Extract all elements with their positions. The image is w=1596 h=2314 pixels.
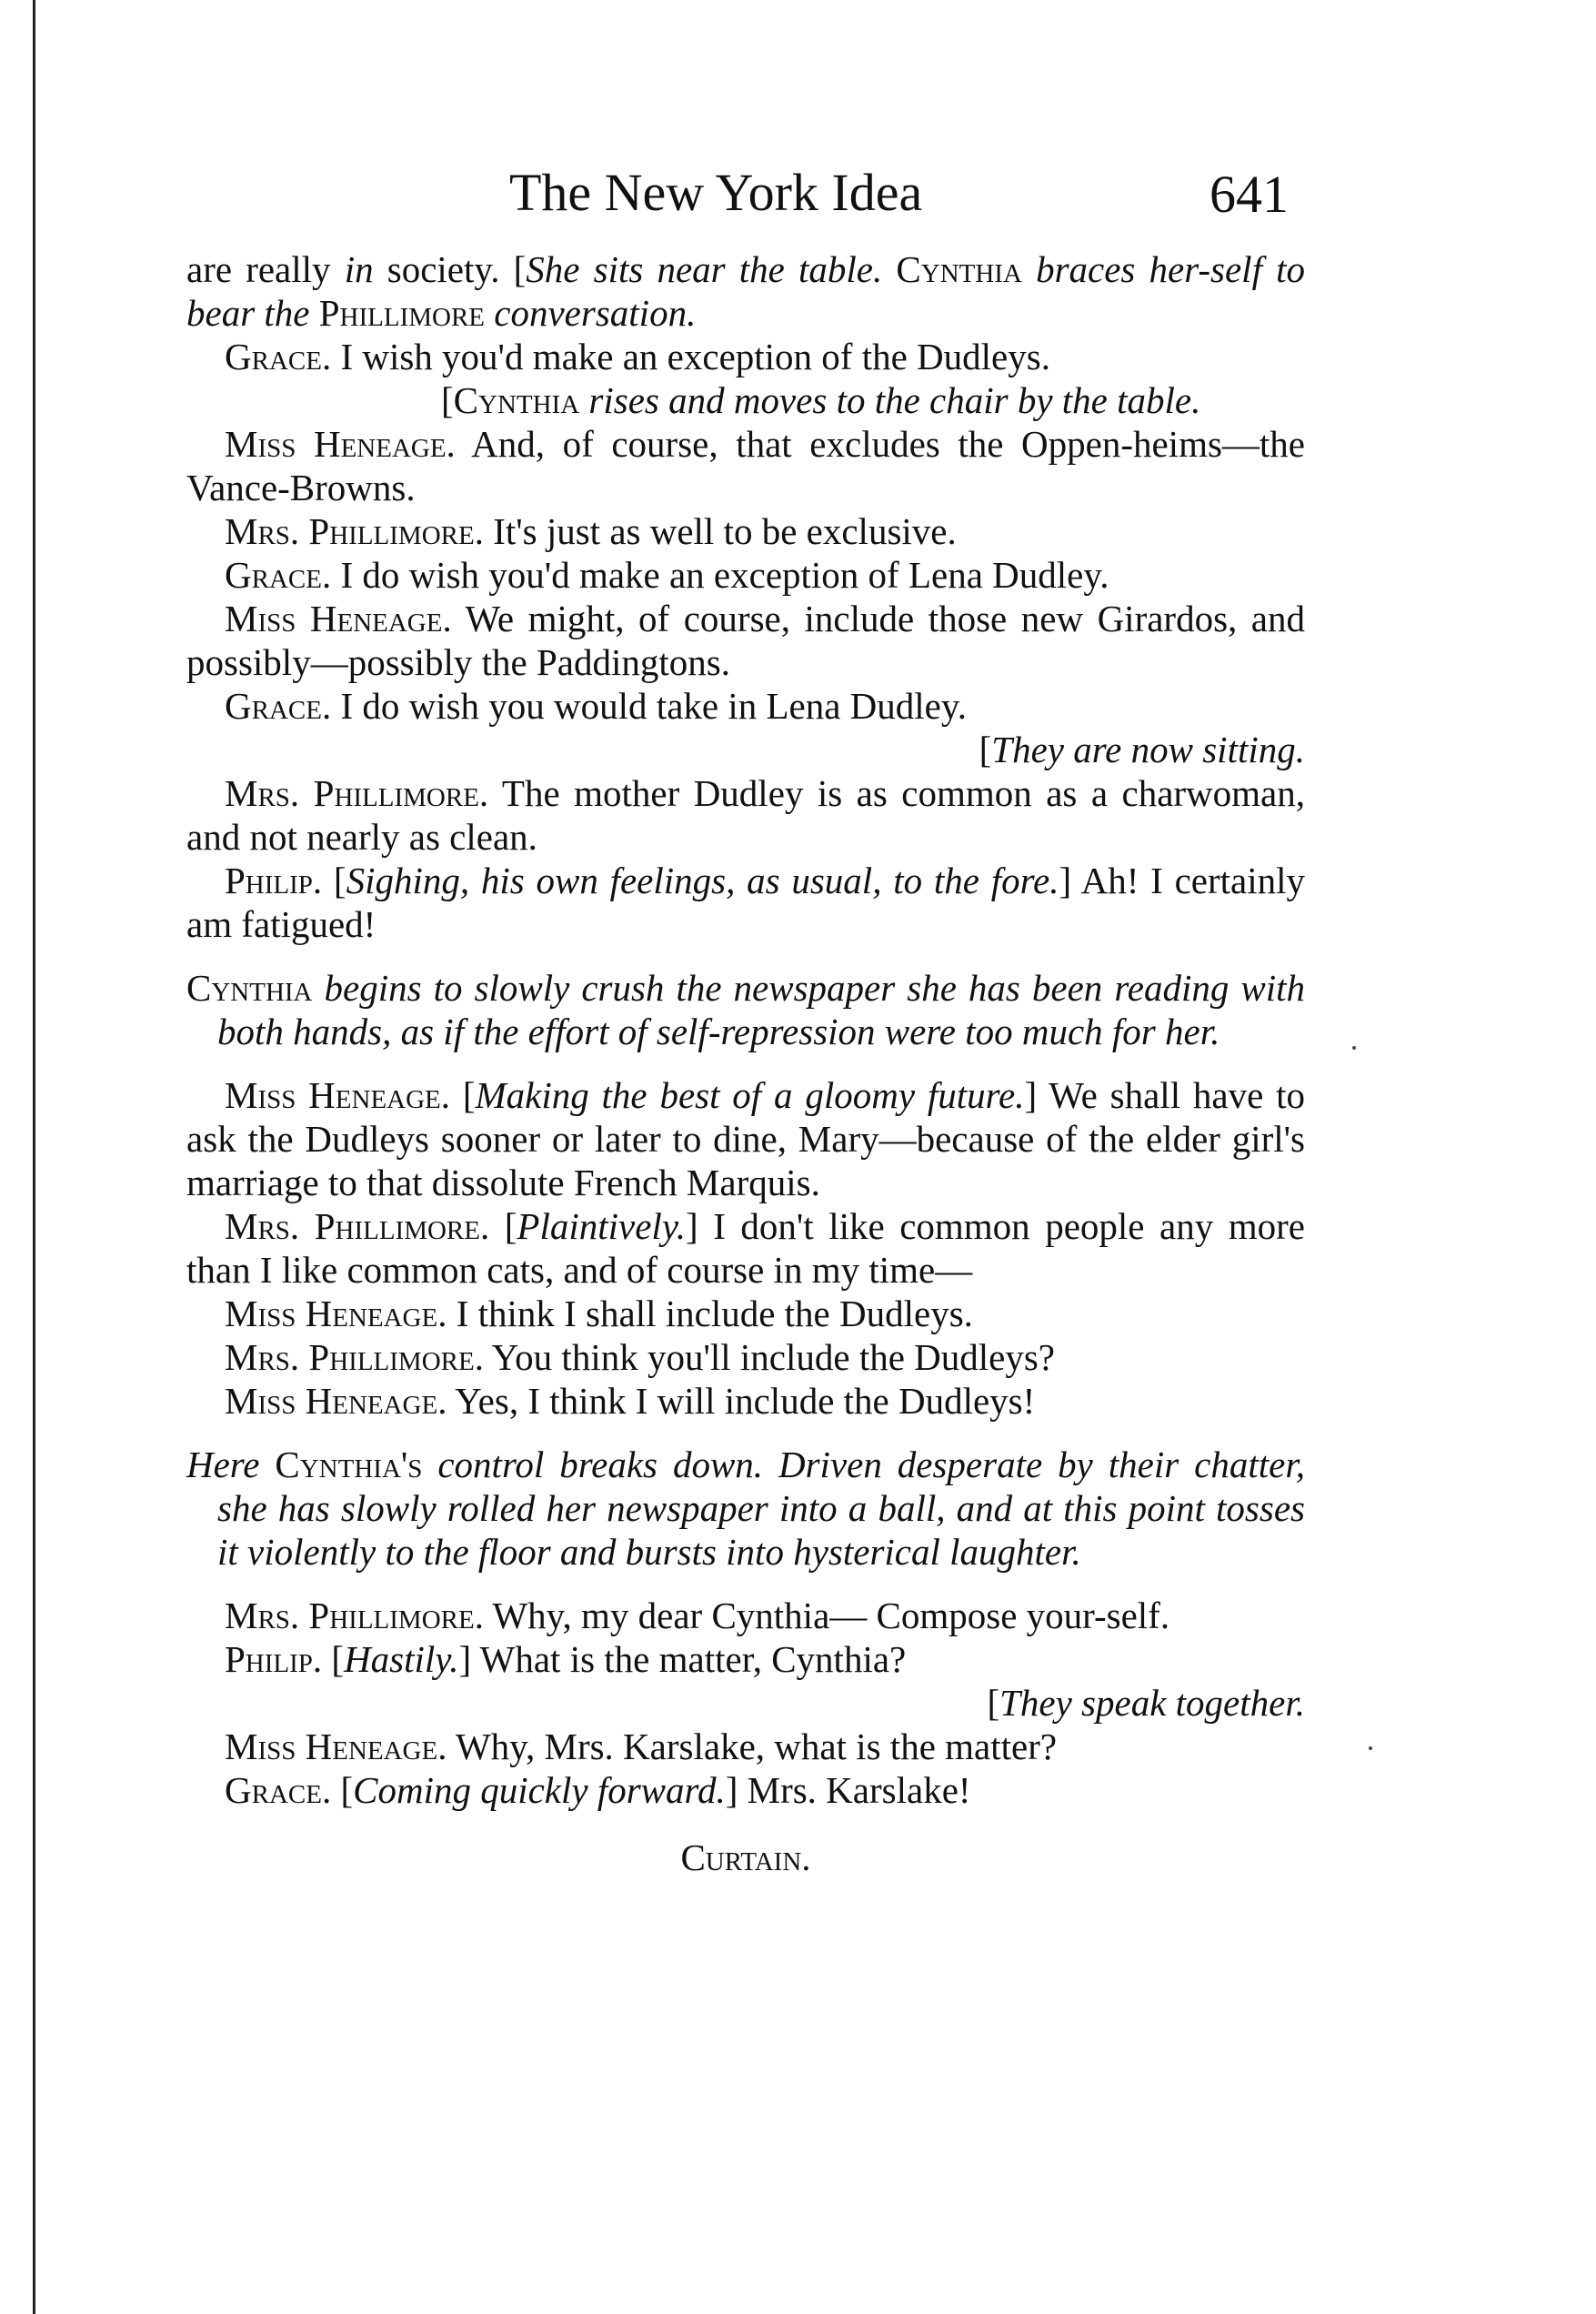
stage-direction: braces her-self to bear the xyxy=(186,248,1305,334)
stage-direction: control breaks down. Driven desperate by their chatter, she has slowly rolled her newspaper into a ball, and at this point tosses it violently to the floor and bursts into hysterical laughter. xyxy=(217,1444,1305,1573)
text-run: [ xyxy=(322,1638,345,1680)
stage-direction: They are now sitting. xyxy=(991,729,1305,770)
text-run: [ xyxy=(331,1769,354,1811)
speech-text: Yes, I think I will include the Dudleys! xyxy=(447,1380,1036,1422)
text-run: society. [ xyxy=(373,248,527,290)
speech-text: Why, Mrs. Karslake, what is the matter? xyxy=(447,1725,1058,1767)
page-body xyxy=(186,247,1305,1917)
running-title: The New York Idea xyxy=(509,163,923,222)
dialogue-paragraph xyxy=(186,1204,1305,1292)
stage-direction: begins to slowly crush the newspaper she has been reading with both hands, as if the effort of self-repression were too much for her. xyxy=(217,967,1305,1052)
speaker-name: Mrs. Phillimore. xyxy=(225,1595,484,1636)
scan-speck xyxy=(1352,1046,1356,1050)
dialogue-paragraph xyxy=(186,1379,1305,1423)
stage-direction-line xyxy=(441,378,1305,422)
speech-text: We might, of course, include those new Girardos, and possibly—possibly the Paddingtons. xyxy=(186,598,1305,683)
speech-text: ] I don't like common people any more than I like common cats, and of course in my time— xyxy=(186,1205,1305,1291)
stage-direction: Plaintively. xyxy=(517,1205,687,1247)
dialogue-paragraph xyxy=(186,553,1305,597)
speaker-name: Philip. xyxy=(225,860,323,901)
speech-text: ] What is the matter, Cynthia? xyxy=(458,1638,907,1680)
dialogue-paragraph xyxy=(186,247,1305,335)
dialogue-paragraph xyxy=(186,1073,1305,1204)
stage-direction: They speak together. xyxy=(999,1682,1305,1724)
speech-text: I do wish you would take in Lena Dudley. xyxy=(331,685,967,727)
curtain-line: Curtain. xyxy=(680,1836,811,1878)
speech-text: It's just as well to be exclusive. xyxy=(483,510,957,552)
speaker-name: Mrs. Phillimore. xyxy=(225,1205,490,1247)
speaker-name: Grace. xyxy=(225,336,332,377)
scan-margin-line xyxy=(33,0,35,2314)
speech-text: I do wish you'd make an exception of Lena Dudley. xyxy=(331,554,1109,596)
speaker-name: Grace. xyxy=(225,1769,332,1811)
text-run: [ xyxy=(450,1074,476,1116)
page-number: 641 xyxy=(1210,165,1289,224)
text-run: are really xyxy=(186,248,345,290)
dialogue-paragraph xyxy=(186,422,1305,509)
speech-text: Why, my dear Cynthia— Compose your-self. xyxy=(483,1595,1170,1636)
dialogue-paragraph xyxy=(186,771,1305,859)
speech-text: The mother Dudley is as common as a charwoman, and not nearly as clean. xyxy=(186,772,1305,858)
dialogue-paragraph xyxy=(186,335,1305,378)
text-run: [ xyxy=(489,1205,517,1247)
speaker-name: Mrs. Phillimore. xyxy=(225,772,489,814)
dialogue-paragraph xyxy=(186,1594,1305,1637)
speech-text: You think you'll include the Dudleys? xyxy=(483,1336,1056,1378)
dialogue-paragraph xyxy=(186,597,1305,684)
character-name: Cynthia xyxy=(186,967,313,1009)
stage-direction: conversation. xyxy=(485,292,697,334)
emphasis-text: in xyxy=(344,248,374,290)
dialogue-paragraph xyxy=(186,684,1305,728)
dialogue-paragraph xyxy=(186,1637,1305,1681)
speech-text: And, of course, that excludes the Oppen-heims—the Vance-Browns. xyxy=(186,423,1306,508)
stage-direction: Here xyxy=(186,1444,276,1485)
bracket: [ xyxy=(441,379,454,421)
speaker-name: Mrs. Phillimore. xyxy=(225,510,484,552)
character-name: Cynthia xyxy=(453,379,580,421)
stage-direction: Sighing, his own feelings, as usual, to the fore. xyxy=(346,860,1059,901)
stage-direction-line xyxy=(186,1681,1305,1725)
stage-direction: She sits near the table. xyxy=(526,248,883,290)
speaker-name: Grace. xyxy=(225,685,332,727)
dialogue-paragraph xyxy=(186,1725,1305,1768)
speech-text: I think I shall include the Dudleys. xyxy=(447,1293,973,1334)
text-run: [ xyxy=(322,860,346,901)
dialogue-paragraph xyxy=(186,1335,1305,1379)
dialogue-paragraph xyxy=(186,859,1305,946)
character-name: Cynthia's xyxy=(275,1444,423,1485)
speaker-name: Miss Heneage. xyxy=(225,1074,451,1116)
dialogue-paragraph xyxy=(186,1768,1305,1812)
text-run xyxy=(882,248,896,290)
bracket: [ xyxy=(979,729,992,770)
speaker-name: Philip. xyxy=(225,1638,323,1680)
speech-text: ] Mrs. Karslake! xyxy=(725,1769,971,1811)
page-header xyxy=(0,162,1596,235)
speaker-name: Grace. xyxy=(225,554,332,596)
speaker-name: Miss Heneage. xyxy=(225,423,456,465)
speaker-name: Miss Heneage. xyxy=(225,1725,447,1767)
stage-direction: Hastily. xyxy=(344,1638,459,1680)
speaker-name: Mrs. Phillimore. xyxy=(225,1336,484,1378)
dialogue-paragraph xyxy=(186,509,1305,553)
scan-speck xyxy=(1369,1746,1372,1750)
stage-direction-block xyxy=(186,1443,1305,1574)
stage-direction: Making the best of a gloomy future. xyxy=(475,1074,1025,1116)
speaker-name: Miss Heneage. xyxy=(225,1380,447,1422)
speech-text: ] Ah! I certainly am fatigued! xyxy=(186,860,1305,945)
speaker-name: Miss Heneage. xyxy=(225,1293,447,1334)
bracket: [ xyxy=(987,1682,1000,1724)
stage-direction-block xyxy=(186,966,1305,1053)
speech-text: ] We shall have to ask the Dudleys sooner or later to dine, Mary—because of the elder girl's marriage to that dissolute French Marquis. xyxy=(186,1074,1305,1203)
speaker-name: Miss Heneage. xyxy=(225,598,452,639)
stage-direction-line xyxy=(186,728,1305,771)
speech-text: I wish you'd make an exception of the Dudleys. xyxy=(331,336,1050,377)
character-name: Cynthia xyxy=(896,248,1022,290)
stage-direction: Coming quickly forward. xyxy=(353,1769,726,1811)
character-name: Phillimore xyxy=(318,292,486,334)
dialogue-paragraph xyxy=(186,1292,1305,1335)
stage-direction: rises and moves to the chair by the table. xyxy=(579,379,1201,421)
